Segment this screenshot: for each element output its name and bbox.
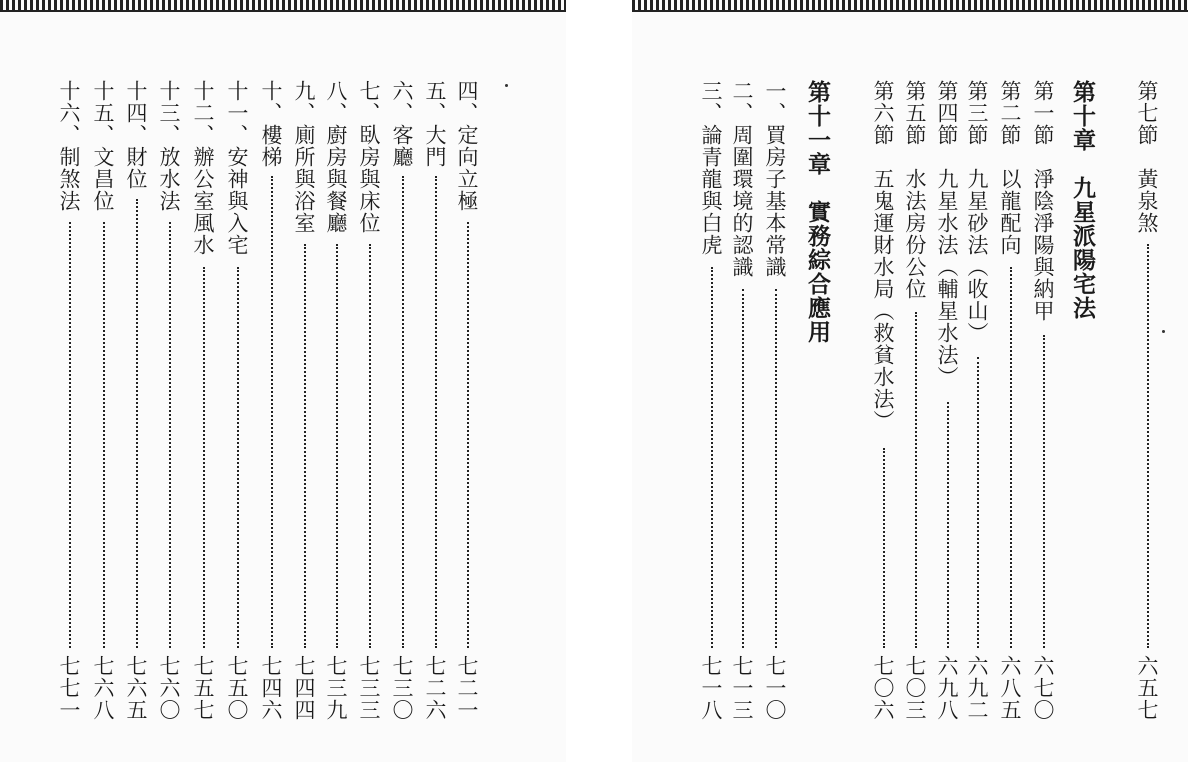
- page-number: 六八五: [998, 655, 1022, 721]
- entry-label: 十五、文昌位: [91, 80, 115, 212]
- ink-speck: [1162, 330, 1165, 333]
- dot-leader: [336, 244, 338, 648]
- page-number: 七五七: [191, 655, 215, 721]
- toc-entry: [456, 0, 482, 762]
- toc-entry: [424, 0, 450, 762]
- entry-label: 第四節 九星水法（輔星水法）: [935, 80, 959, 388]
- entry-label: 第三節 九星砂法（收山）: [965, 80, 989, 344]
- dot-leader: [1043, 335, 1045, 648]
- toc-entry: [92, 0, 118, 762]
- entry-label: 一、買房子基本常識: [763, 80, 787, 278]
- entry-label: 五、大門: [423, 80, 447, 168]
- dot-leader: [271, 176, 273, 648]
- page-number: 七三九: [324, 655, 348, 721]
- toc-entry: [1032, 0, 1058, 762]
- toc-entry: [58, 0, 84, 762]
- page-number: 七一八: [699, 655, 723, 721]
- entry-label: 十六、制煞法: [57, 80, 81, 212]
- entry-label: 四、定向立極: [455, 80, 479, 212]
- dot-leader: [1147, 244, 1149, 648]
- entry-label: 十一、安神與入宅: [225, 80, 249, 256]
- entry-label: 十三、放水法: [157, 80, 181, 212]
- page-number: 七二一: [455, 655, 479, 721]
- entry-label: 十四、財位: [124, 80, 148, 190]
- dot-leader: [103, 222, 105, 648]
- toc-entry: [764, 0, 790, 762]
- entry-label: 十、樓梯: [259, 80, 283, 168]
- page-number: 七五〇: [225, 655, 249, 721]
- toc-entry: [226, 0, 252, 762]
- entry-label: 二、周圍環境的認識: [730, 80, 754, 278]
- dot-leader: [977, 357, 979, 648]
- chapter-title: 第十一章 實務綜合應用: [804, 80, 831, 344]
- toc-entry: [700, 0, 726, 762]
- dot-leader: [203, 267, 205, 648]
- page-number: 七四四: [292, 655, 316, 721]
- page-number: 七七一: [57, 655, 81, 721]
- toc-entry: [125, 0, 151, 762]
- page-number: 六九八: [935, 655, 959, 721]
- entry-label: 第六節 五鬼運財水局（救貧水法）: [871, 80, 895, 432]
- dot-leader: [947, 402, 949, 648]
- page-number: 七三三: [357, 655, 381, 721]
- entry-label: 三、論青龍與白虎: [699, 80, 723, 256]
- toc-entry: [293, 0, 319, 762]
- entry-label: 第七節 黃泉煞: [1135, 80, 1159, 234]
- toc-entry: [966, 0, 992, 762]
- toc-entry: [192, 0, 218, 762]
- page-number: 七三〇: [390, 655, 414, 721]
- page-number: 七〇三: [903, 655, 927, 721]
- chapter-title: 第十章 九星派陽宅法: [1069, 80, 1096, 320]
- page-number: 六九二: [965, 655, 989, 721]
- entry-label: 第二節 以龍配向: [998, 80, 1022, 256]
- dot-leader: [136, 199, 138, 648]
- dot-leader: [69, 222, 71, 648]
- entry-label: 六、客廳: [390, 80, 414, 168]
- dot-leader: [711, 267, 713, 648]
- entry-label: 九、廁所與浴室: [292, 80, 316, 234]
- dot-leader: [435, 176, 437, 648]
- dot-leader: [237, 267, 239, 648]
- page-number: 七六五: [124, 655, 148, 721]
- dot-leader: [1010, 267, 1012, 648]
- entry-label: 第一節 淨陰淨陽與納甲: [1031, 80, 1055, 322]
- toc-entry: [158, 0, 184, 762]
- page-number: 七二六: [423, 655, 447, 721]
- page-number: 七〇六: [871, 655, 895, 721]
- toc-entry: [731, 0, 757, 762]
- page-number: 六七〇: [1031, 655, 1055, 721]
- toc-entry: [358, 0, 384, 762]
- right-page: [632, 0, 1188, 762]
- toc-entry: [936, 0, 962, 762]
- dot-leader: [883, 448, 885, 648]
- dot-leader: [369, 244, 371, 648]
- page-number: 七四六: [259, 655, 283, 721]
- toc-entry: [1071, 0, 1097, 762]
- page-number: 六五七: [1135, 655, 1159, 721]
- page-number: 七六〇: [157, 655, 181, 721]
- entry-label: 十二、辦公室風水: [191, 80, 215, 256]
- toc-entry: [806, 0, 832, 762]
- dot-leader: [169, 222, 171, 648]
- toc-entry: [260, 0, 286, 762]
- page-number: 七六八: [91, 655, 115, 721]
- toc-entry: [391, 0, 417, 762]
- toc-entry: [872, 0, 898, 762]
- dot-leader: [775, 289, 777, 648]
- dot-leader: [304, 244, 306, 648]
- toc-entry: [325, 0, 351, 762]
- dot-leader: [467, 222, 469, 648]
- toc-entry: [999, 0, 1025, 762]
- dot-leader: [915, 312, 917, 648]
- ink-speck: [505, 84, 508, 87]
- entry-label: 第五節 水法房份公位: [903, 80, 927, 300]
- left-page: [0, 0, 566, 762]
- book-gutter: [566, 0, 632, 762]
- entry-label: 七、臥房與床位: [357, 80, 381, 234]
- toc-entry: [904, 0, 930, 762]
- entry-label: 八、廚房與餐廳: [324, 80, 348, 234]
- dot-leader: [742, 289, 744, 648]
- dot-leader: [402, 176, 404, 648]
- toc-entry: [1136, 0, 1162, 762]
- page-number: 七一〇: [763, 655, 787, 721]
- page-number: 七一三: [730, 655, 754, 721]
